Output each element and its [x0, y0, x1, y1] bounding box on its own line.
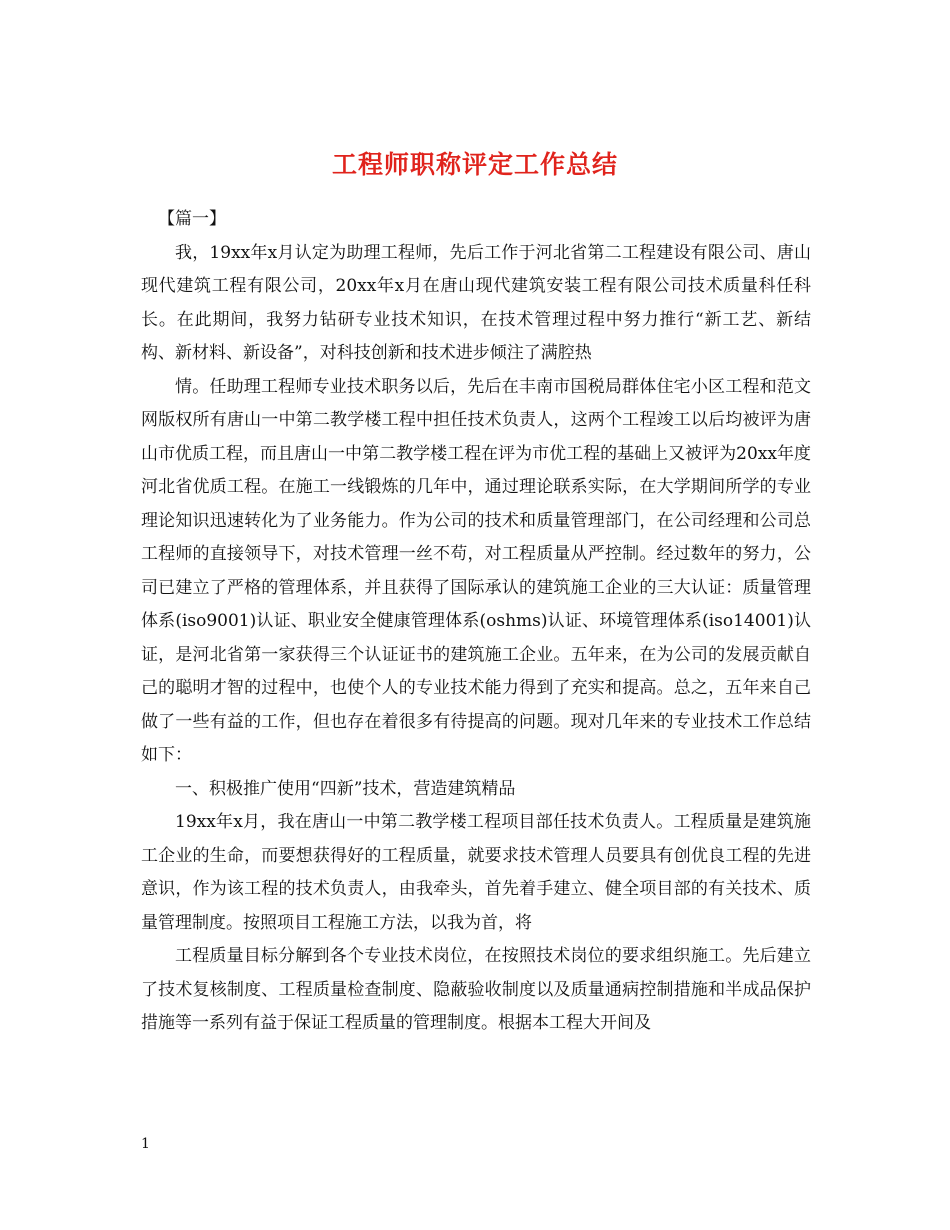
page-number: 1	[141, 1136, 150, 1152]
document-body	[141, 203, 811, 1041]
section-heading: 【篇一】	[158, 209, 226, 229]
document-title: 工程师职称评定工作总结	[331, 149, 618, 179]
paragraph: 工程质量目标分解到各个专业技术岗位，在按照技术岗位的要求组织施工。先后建立了技术复核制度、工程质量检查制度、隐蔽验收制度以及质量通病控制措施和半成品保护措施等一系列有益于保证工程质量的管理制度。根据本工程大开间及	[141, 946, 811, 1033]
paragraph: 19xx年x月，我在唐山一中第二教学楼工程项目部任技术负责人。工程质量是建筑施工企业的生命，而要想获得好的工程质量，就要求技术管理人员要具有创优良工程的先进意识，作为该工程的技术负责人，由我牵头，首先着手建立、健全项目部的有关技术、质量管理制度。按照项目工程施工方法，以我为首，将	[141, 812, 811, 933]
paragraph: 我，19xx年x月认定为助理工程师，先后工作于河北省第二工程建设有限公司、唐山现代建筑工程有限公司，20xx年x月在唐山现代建筑安装工程有限公司技术质量科任科长。在此期间，我努力钻研专业技术知识，在技术管理过程中努力推行“新工艺、新结构、新材料、新设备”，对科技创新和技术进步倾注了满腔热	[141, 242, 811, 363]
paragraph: 情。任助理工程师专业技术职务以后，先后在丰南市国税局群体住宅小区工程和范文网版权所有唐山一中第二教学楼工程中担任技术负责人，这两个工程竣工以后均被评为唐山市优质工程，而且唐山一中第二教学楼工程在评为市优工程的基础上又被评为20xx年度河北省优质工程。在施工一线锻炼的几年中，通过理论联系实际，在大学期间所学的专业理论知识迅速转化为了业务能力。作为公司的技术和质量管理部门，在公司经理和公司总工程师的直接领导下，对技术管理一丝不苟，对工程质量从严控制。经过数年的努力，公司已建立了严格的管理体系，并且获得了国际承认的建筑施工企业的三大认证：质量管理体系(iso9001)认证、职业安全健康管理体系(oshms)认证、环境管理体系(iso14001)认证，是河北省第一家获得三个认证证书的建筑施工企业。五年来，在为公司的发展贡献自己的聪明才智的过程中，也使个人的专业技术能力得到了充实和提高。总之，五年来自己做了一些有益的工作，但也存在着很多有待提高的问题。现对几年来的专业技术工作总结如下：	[141, 376, 811, 765]
subsection-heading: 一、积极推广使用“四新”技术，营造建筑精品	[175, 778, 516, 799]
